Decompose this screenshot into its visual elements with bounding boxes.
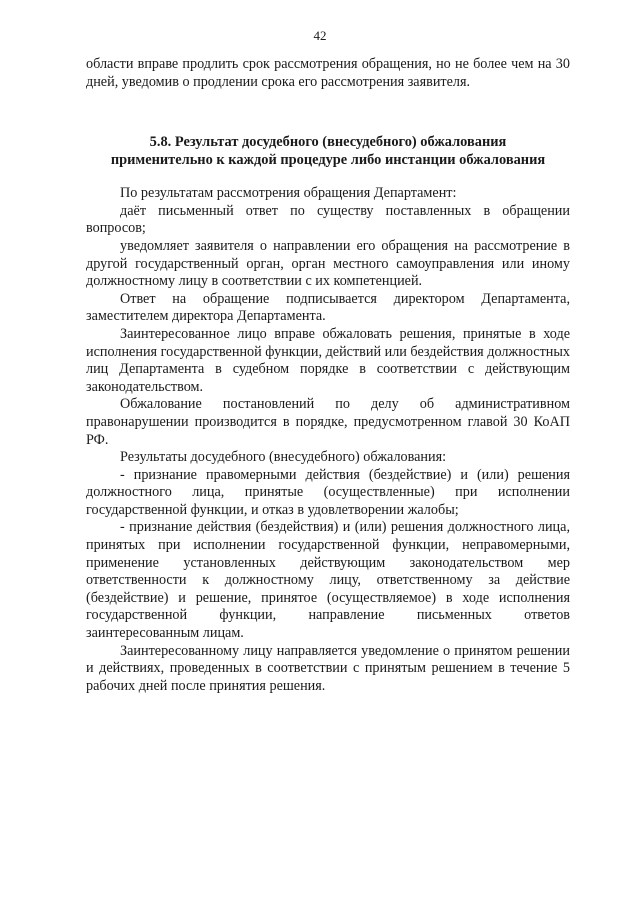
paragraph-result-unlawful: - признание действия (бездействия) и (или) решения должностного лица, принятых при исполнении государственной функции, неправомерными, применение установленных действующим законодательством мер ответственности к должностному лицу, ответственному за действие (бездействие) и решение, принятое (осуществляемое) в ходе исполнения государственной функции, направление письменных ответов заинтересованным лицам. [86,519,570,642]
paragraph-result-lawful: - признание правомерными действия (бездействие) и (или) решения должностного лица, принятые (осуществленные) при исполнении государственной функции, и отказ в удовлетворении жалобы; [86,466,570,518]
intro-paragraph: области вправе продлить срок рассмотрения обращения, но не более чем на 30 дней, уведомив о продлении срока его рассмотрения заявителя. [86,56,570,90]
paragraph-appeal-results-heading: Результаты досудебного (внесудебного) обжалования: [120,449,447,466]
paragraph-court-appeal: Заинтересованное лицо вправе обжаловать решения, принятые в ходе исполнения государственной функции, действий или бездействия должностных лиц Департамента в судебном порядке в соответствии с действующим законодательством. [86,325,570,395]
paragraph-administrative-appeal: Обжалование постановлений по делу об административном правонарушении производится в порядке, предусмотренном главой 30 КоАП РФ. [86,396,570,448]
section-heading-line-1: 5.8. Результат досудебного (внесудебного) обжалования [149,134,507,151]
document-body [86,56,570,695]
paragraph-redirect-notice: уведомляет заявителя о направлении его обращения на рассмотрение в другой государственный орган, орган местного самоуправления или иному должностному лицу в соответствии с их компетенцией. [86,237,570,290]
page-number: 42 [313,28,327,43]
section-heading-line-2: применительно к каждой процедуре либо инстанции обжалования [110,152,546,169]
paragraph-signature: Ответ на обращение подписывается директором Департамента, заместителем директора Департамента. [86,290,570,325]
paragraph-written-answer: даёт письменный ответ по существу поставленных в обращении вопросов; [86,202,570,237]
section-heading [86,133,570,169]
paragraph-results-intro: По результатам рассмотрения обращения Департамент: [120,185,457,202]
paragraph-notification: Заинтересованному лицу направляется уведомление о принятом решении и действиях, проведенных в соответствии с принятым решением в течение 5 рабочих дней после принятия решения. [86,642,570,694]
